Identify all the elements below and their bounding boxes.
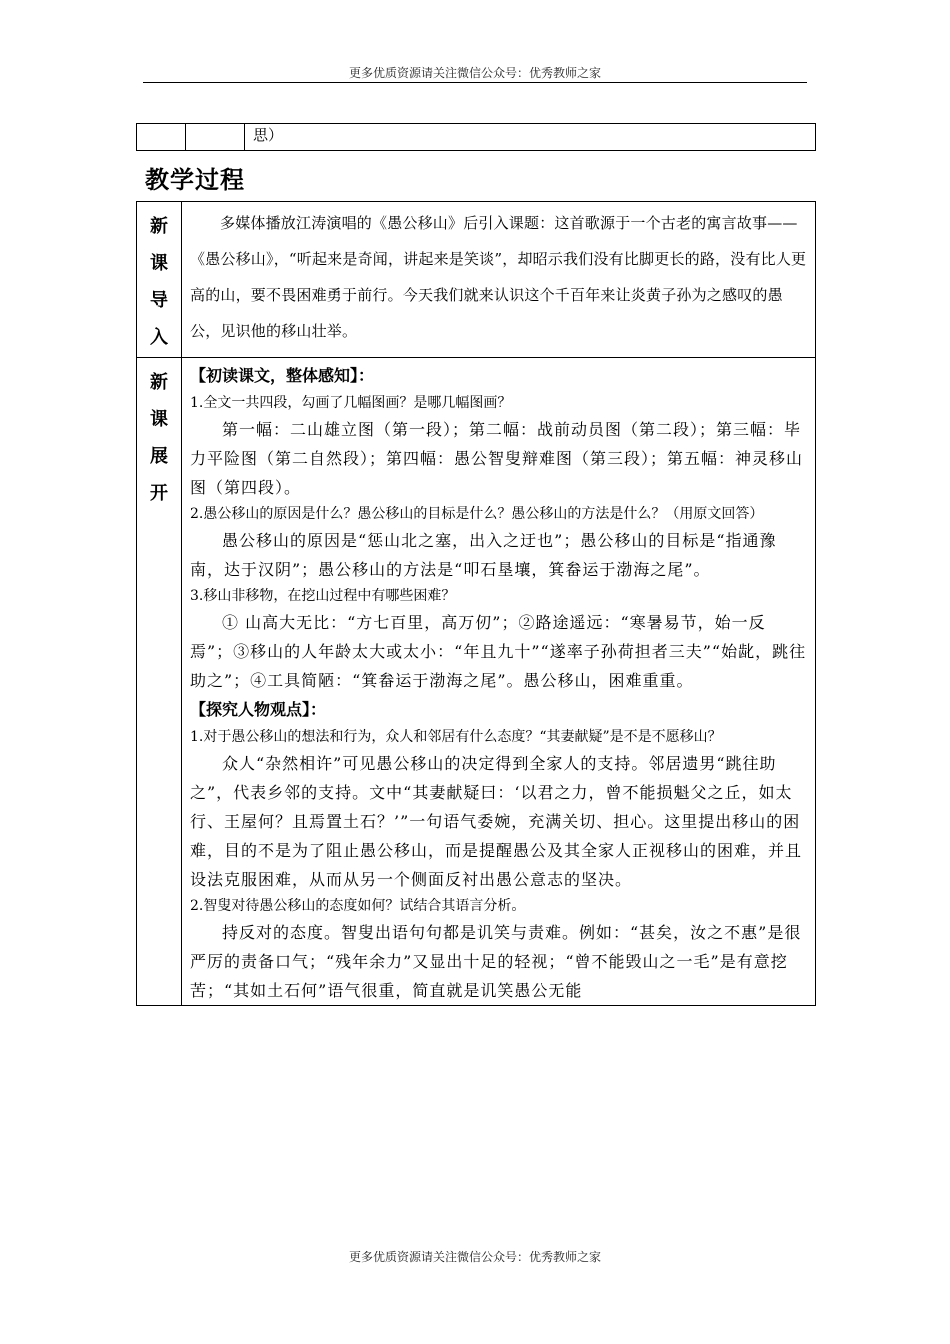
development-row xyxy=(137,358,816,1006)
continued-cell-1 xyxy=(137,124,186,151)
question-5: 2.智叟对待愚公移山的态度如何？试结合其语言分析。 xyxy=(190,898,526,914)
label-char: 新 xyxy=(150,372,168,393)
development-content xyxy=(182,358,816,1006)
label-char: 开 xyxy=(150,483,168,504)
question-3: 3.移山非移物，在挖山过程中有哪些困难？ xyxy=(190,588,456,604)
intro-row xyxy=(137,202,816,358)
development-label xyxy=(137,358,182,1006)
page-footer: 更多优质资源请关注微信公众号：优秀教师之家 xyxy=(348,1250,601,1264)
label-char: 课 xyxy=(150,253,168,274)
section-title: 教学过程 xyxy=(145,166,245,194)
answer-4: 众人“杂然相许”可见愚公移山的决定得到全家人的支持。邻居遗男“跳往助之”，代表乡邻的支持。文中“其妻献疑曰：‘以君之力，曾不能损魁父之丘，如太行、王屋何？且焉置土石？’”一句语气委婉，充满关切、担心。这里提出移山的困难，目的不是为了阻止愚公移山，而是提醒愚公及其全家人正视移山的困难，并且设法克服困难，从而从另一个侧面反衬出愚公意志的坚决。 xyxy=(190,754,803,889)
page-header: 更多优质资源请关注微信公众号：优秀教师之家 xyxy=(348,66,601,80)
continued-table xyxy=(136,123,816,151)
label-char: 展 xyxy=(150,446,168,467)
continued-cell-2 xyxy=(186,124,245,151)
label-char: 课 xyxy=(150,409,168,430)
question-4: 1.对于愚公移山的想法和行为，众人和邻居有什么态度？“其妻献疑”是不是不愿移山？ xyxy=(190,729,722,745)
heading-first-reading: 【初读课文，整体感知】： xyxy=(190,366,375,385)
question-1: 1.全文一共四段，勾画了几幅图画？是哪几幅图画？ xyxy=(190,395,512,411)
heading-explore: 【探究人物观点】： xyxy=(190,700,327,719)
continued-cell-3: 思） xyxy=(245,124,816,151)
answer-5: 持反对的态度。智叟出语句句都是讥笑与责难。例如：“甚矣，汝之不惠”是很严厉的责备口气；“残年余力”又显出十足的轻视；“曾不能毁山之一毛”是有意挖苦；“其如土石何”语气很重，简直就是讥笑愚公无能 xyxy=(190,923,802,1000)
label-char: 导 xyxy=(150,290,168,311)
question-2: 2.愚公移山的原因是什么？愚公移山的目标是什么？愚公移山的方法是什么？（用原文回答） xyxy=(190,506,764,522)
intro-label xyxy=(137,202,182,358)
label-char: 入 xyxy=(150,327,168,348)
answer-1: 第一幅：二山雄立图（第一段）；第二幅：战前动员图（第二段）；第三幅：毕力平险图（第二自然段）；第四幅：愚公智叟辩难图（第三段）；第五幅：神灵移山图（第四段）。 xyxy=(190,420,804,497)
answer-2: 愚公移山的原因是“惩山北之塞，出入之迂也”；愚公移山的目标是“指通豫南，达于汉阴”；愚公移山的方法是“叩石垦壤，箕畚运于渤海之尾”。 xyxy=(190,531,777,579)
header-rule xyxy=(143,82,807,83)
answer-3: ① 山高大无比：“方七百里，高万仞”；②路途遥远：“寒暑易节，始一反焉”；③移山的人年龄太大或太小：“年且九十”“遂率子孙荷担者三夫”“始龀，跳往助之”；④工具简陋：“箕畚运于渤海之尾”。愚公移山，困难重重。 xyxy=(190,613,807,690)
label-char: 新 xyxy=(150,216,168,237)
intro-content xyxy=(182,202,816,358)
teaching-process-table xyxy=(136,201,816,1006)
intro-paragraph: 多媒体播放江涛演唱的《愚公移山》后引入课题：这首歌源于一个古老的寓言故事——《愚公移山》，“听起来是奇闻，讲起来是笑谈”，却昭示我们没有比脚更长的路，没有比人更高的山，要不畏困难勇于前行。今天我们就来认识这个千百年来让炎黄子孙为之感叹的愚公，见识他的移山壮举。 xyxy=(190,214,807,340)
